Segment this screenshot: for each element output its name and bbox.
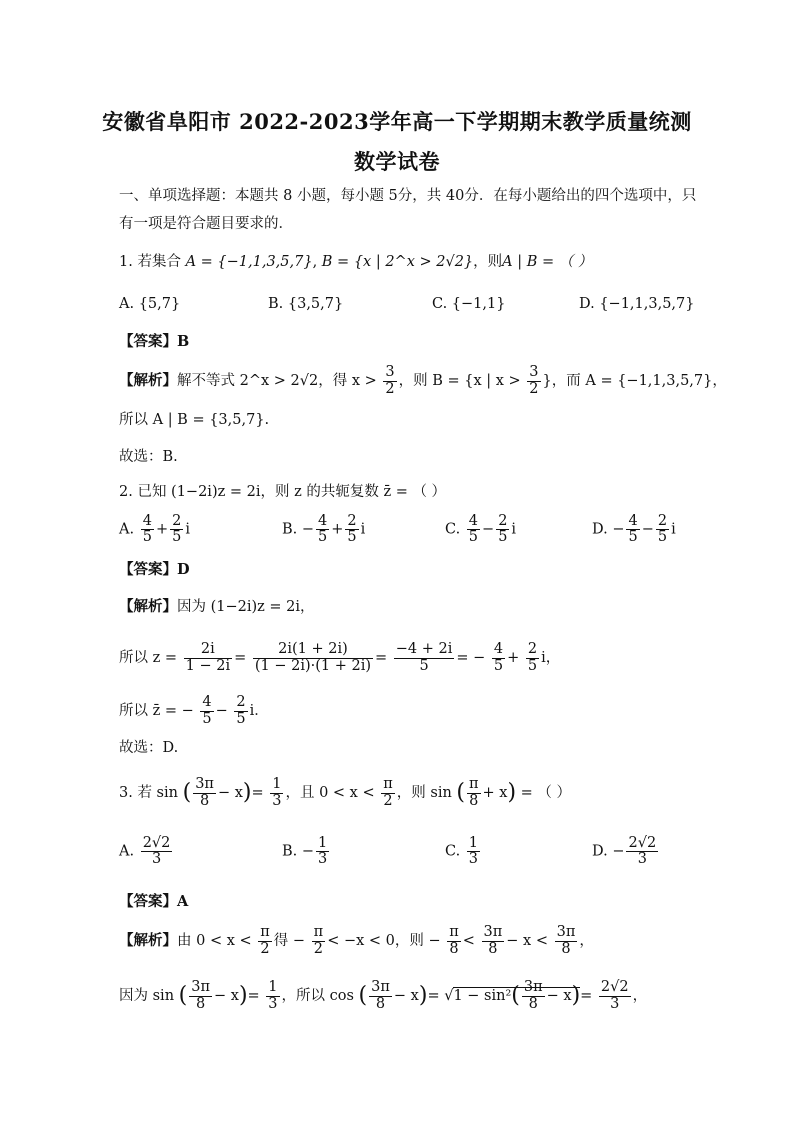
fraction-3-2: $\frac{3}{2}$ xyxy=(385,364,395,397)
q2-option-c: C. $\frac{4}{5}$ − $\frac{2}{5}$ i xyxy=(445,513,517,546)
question-1-stem: 1. 若集合 A = {−1,1,3,5,7}, B = {x | 2^x > 2√2}，则A | B = （ ） xyxy=(119,254,593,270)
question-3-stem: 3. 若 sin ( $\frac{3\pi}{8}$ − x)= $\frac{1}{3}$ ，且 0 < x < $\frac{\pi}{2}$ ，则 sin ( $\frac{\pi}{8}$ + x) = （ ） xyxy=(119,776,572,809)
q1-option-a: A. {5,7} xyxy=(119,296,181,312)
q1-option-c: C. {−1,1} xyxy=(432,296,506,312)
section-heading: 一、单项选择题：本题共 8 小题，每小题 5分，共 40分．在每小题给出的四个选项中，只 xyxy=(119,188,697,204)
q1-analysis xyxy=(119,364,727,398)
q1-suffix: ，则 xyxy=(473,254,503,270)
q2-analysis-3: 所以 z̄ = − $\frac{4}{5}$ − $\frac{2}{5}$ i． xyxy=(119,694,269,727)
q3-answer: 【答案】A xyxy=(119,893,189,910)
q2-answer: 【答案】D xyxy=(119,561,190,578)
q1-analysis-1: 解不等式 2^x > 2√2，得 x > xyxy=(177,373,377,389)
section-heading-cont: 有一项是符合题目要求的． xyxy=(119,216,293,232)
q2-analysis-2: 所以 z = $\frac{2i}{1 - 2i}$ = $\frac{2i(1 + 2i)}{(1 - 2i)\cdot(1 + 2i)}$ = $\frac{-4 + 2i}{5}$ = − $\frac{4}{5}$ + $\frac{2}{5}$ i， xyxy=(119,641,561,674)
q1-option-d: D. {−1,1,3,5,7} xyxy=(579,296,695,312)
q1-choose: 故选：B. xyxy=(119,449,178,465)
q3-option-a: A. $\frac{2√2}{3}$ xyxy=(119,835,171,868)
q2-choose: 故选：D. xyxy=(119,740,179,756)
q1-set-a: A = {−1,1,3,5,7} xyxy=(185,254,313,270)
q1-analysis-1b: ，则 B = {x | x > xyxy=(398,373,521,389)
q3-option-c: C. $\frac{1}{3}$ xyxy=(445,835,479,868)
q3-option-d: D. − $\frac{2√2}{3}$ xyxy=(592,835,657,868)
q1-analysis-2: 所以 A | B = {3,5,7}. xyxy=(119,412,270,428)
q3-analysis-1: 【解析】由 0 < x < $\frac{\pi}{2}$ 得 − $\frac{\pi}{2}$ < −x < 0，则 − $\frac{\pi}{8}$ < $\frac{3\pi}{8}$ − x < $\frac{3\pi}{8}$ ， xyxy=(119,924,594,957)
q2-option-a: A. $\frac{4}{5}$ + $\frac{2}{5}$ i xyxy=(119,513,190,546)
q2-analysis-1: 【解析】因为 (1−2i)z = 2i， xyxy=(119,598,315,615)
q1-set-b: B = {x | 2^x > 2√2} xyxy=(321,254,474,270)
fraction-3-2: $\frac{3}{2}$ xyxy=(529,364,539,397)
q1-answer: 【答案】B xyxy=(119,333,190,350)
q1-prefix: 1. 若集合 xyxy=(119,254,181,270)
document-title: 安徽省阜阳市 2022-2023学年高一下学期期末教学质量统测 xyxy=(102,109,692,134)
q1-analysis-1c: }，而 A = {−1,1,3,5,7}， xyxy=(542,373,727,389)
question-2-stem: 2. 已知 (1−2i)z = 2i，则 z 的共轭复数 z̄ = （ ） xyxy=(119,484,447,500)
document-subtitle: 数学试卷 xyxy=(354,149,440,174)
q1-ask: A | B = （ ） xyxy=(502,254,593,270)
q1-analysis-label: 【解析】 xyxy=(119,372,177,389)
q3-analysis-2: 因为 sin ( $\frac{3\pi}{8}$ − x)= $\frac{1}{3}$ ，所以 cos ( $\frac{3\pi}{8}$ − x)= √1 − sin²( $\frac{3\pi}{8}$ − x)= $\frac{2√2}{3}$ ， xyxy=(119,979,648,1012)
q2-option-d: D. − $\frac{4}{5}$ − $\frac{2}{5}$ i xyxy=(592,513,676,546)
q3-option-b: B. − $\frac{1}{3}$ xyxy=(282,835,328,868)
q2-option-b: B. − $\frac{4}{5}$ + $\frac{2}{5}$ i xyxy=(282,513,366,546)
q1-option-b: B. {3,5,7} xyxy=(268,296,344,312)
